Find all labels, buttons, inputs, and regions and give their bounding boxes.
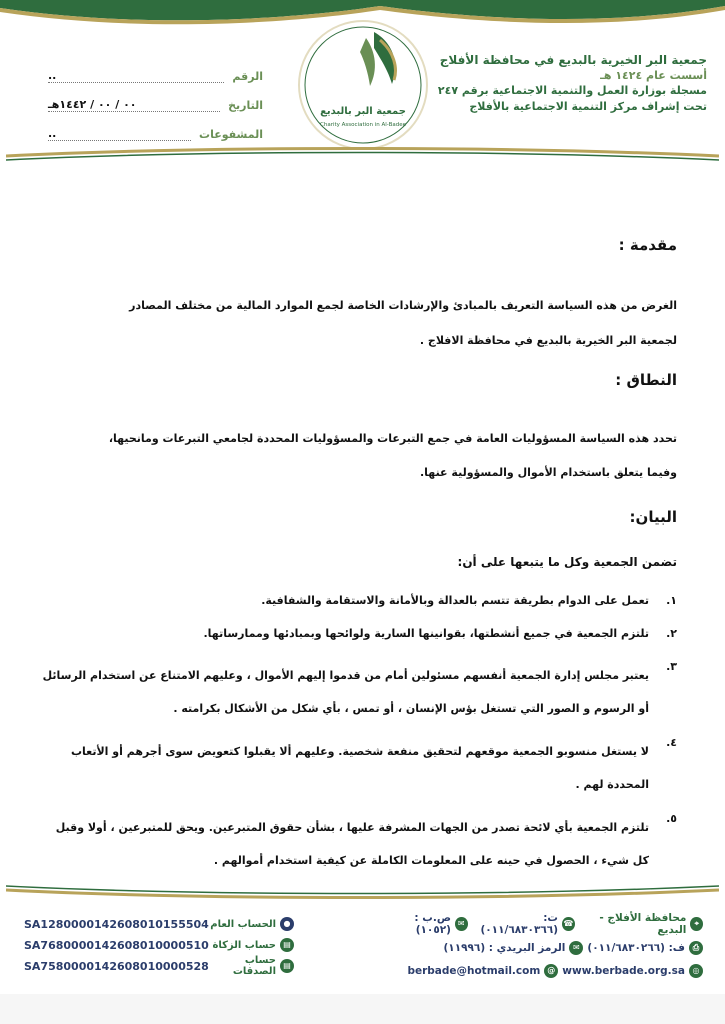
account-label: حساب الصدقات — [232, 955, 276, 977]
intro-heading: مقدمة : — [618, 236, 677, 254]
list-item-number: ٢. — [666, 627, 677, 640]
footer-divider — [6, 880, 719, 906]
association-logo — [296, 18, 431, 153]
reference-label: الرقم — [232, 70, 263, 83]
email-icon: @ — [544, 964, 558, 978]
account-label: الحساب العام — [210, 918, 276, 930]
scope-paragraph-line1: تحدد هذه السياسة المسؤوليات العامة في جمع التبرعات والمسؤوليات المحددة لجامعي التبرعات ومانحيها، — [108, 432, 677, 445]
bank-icon: ▤ — [280, 938, 294, 952]
list-item-number: ١. — [666, 594, 677, 607]
date-value: ٠٠ / ٠٠ / ١٤٤٢هـ — [48, 98, 220, 112]
mailbox-icon: ✉ — [455, 917, 468, 931]
phone-text: ت: (٠١١/٦٨٣٠٣٦٦) — [480, 912, 558, 936]
scope-paragraph-line2: وفيما يتعلق باستخدام الأموال والمسؤولية عنها. — [420, 466, 677, 479]
account-number: SA1280000142608010155504 — [24, 917, 209, 931]
bank-icon: ● — [280, 917, 294, 931]
list-item — [37, 659, 677, 725]
email-link[interactable]: berbade@hotmail.com — [407, 965, 541, 977]
attachments-row — [48, 112, 263, 141]
date-row — [48, 83, 263, 112]
account-number: SA7580000142608010000528 — [24, 959, 209, 973]
founded-year: أسست عام ١٤٢٤ هـ — [600, 69, 707, 82]
list-item-number: ٣. — [666, 660, 677, 673]
account-charity — [24, 957, 294, 975]
list-item — [37, 735, 677, 801]
account-number: SA7680000142608010000510 — [24, 938, 209, 952]
pobox-text: ص.ب : (١٠٥٢) — [414, 912, 451, 936]
list-item-text: تعمل على الدوام بطريقة تتسم بالعدالة وبالأمانة والاستقامة والشفافية. — [261, 594, 649, 607]
list-item-text: لا يستغل منسوبو الجمعية موقعهم لتحقيق منفعة شخصية. وعليهم ألا يقبلوا كتعويض سوى أجرهم أو الأتعاب المحددة لهم . — [70, 745, 649, 791]
list-item — [37, 811, 677, 877]
location-text: محافظة الأفلاج - البديع — [599, 912, 687, 936]
header-divider — [6, 142, 719, 166]
account-zakat — [24, 936, 294, 954]
attachments-label: المشفوعات — [199, 128, 263, 141]
bank-icon: ▤ — [280, 959, 294, 973]
website-link[interactable]: www.berbade.org.sa — [562, 965, 685, 977]
statement-heading: البيان: — [629, 508, 677, 526]
contact-row-3 — [383, 962, 703, 980]
organization-info — [407, 52, 707, 115]
globe-icon: ◎ — [689, 964, 703, 978]
list-item-number: ٥. — [666, 812, 677, 825]
list-item — [37, 593, 677, 609]
scope-heading: النطاق : — [615, 371, 677, 389]
logo-english-text: Charity Association in Al-Badee — [320, 122, 406, 128]
postal-code-text: الرمز البريدي : (١١٩٩٦) — [443, 942, 566, 954]
attachments-value: .. — [48, 127, 191, 141]
reference-row — [48, 54, 263, 83]
intro-paragraph-line1: الغرض من هذه السياسة التعريف بالمبادئ والإرشادات الخاصة لجمع الموارد المالية من مختلف المصادر — [129, 299, 677, 312]
reference-value: .. — [48, 69, 224, 83]
list-item-text: يعتبر مجلس إدارة الجمعية أنفسهم مسئولين أمام من قدموا إليهم الأموال ، وعليهم الامتناع عن استخدام الرسائل أو الرسوم و الصور التي تستغل بؤس الإنسان ، أو تمس ، بأي شكل من الأشكال بكرامته . — [42, 669, 649, 715]
statement-list — [37, 593, 677, 891]
fax-text: ف: (٠١١/٦٨٣٠٢٦٦) — [587, 942, 685, 954]
registration-number: مسجلة بوزارة العمل والتنمية الاجتماعية برقم ٢٤٧ — [437, 84, 707, 97]
fax-icon: ⎙ — [689, 941, 703, 955]
intro-paragraph-line2: لجمعية البر الخيرية بالبديع في محافظة الافلاج . — [419, 334, 677, 347]
page-bottom-margin — [0, 994, 725, 1024]
document-meta — [48, 54, 263, 141]
postal-icon: ✉ — [569, 941, 583, 955]
supervision-note: تحت إشراف مركز التنمية الاجتماعية بالأفلاج — [469, 100, 707, 113]
org-name: جمعية البر الخيرية بالبديع في محافظة الأفلاج — [439, 53, 707, 67]
contact-row-2 — [383, 939, 703, 957]
list-item — [37, 626, 677, 642]
location-icon: ⌖ — [690, 917, 703, 931]
list-item-number: ٤. — [666, 736, 677, 749]
phone-icon: ☎ — [562, 917, 575, 931]
logo-arabic-text: جمعية البر بالبديع — [320, 106, 406, 117]
date-label: التاريخ — [228, 99, 263, 112]
contact-row-1 — [383, 912, 703, 936]
list-item-text: تلتزم الجمعية بأي لائحة تصدر من الجهات المشرفة عليها ، بشأن حقوق المتبرعين. ويحق للمتبرعين ، أولا وقبل كل شيء ، الحصول في حينه على المعلومات الكاملة عن كيفية استخدام أموالهم . — [55, 821, 649, 867]
account-general — [24, 915, 294, 933]
list-item-text: تلتزم الجمعية في جميع أنشطتها، بقوانينها السارية ولوائحها وبمبادئها وممارساتها. — [203, 627, 649, 640]
statement-intro: تضمن الجمعية وكل ما يتبعها على أن: — [457, 555, 677, 569]
account-label: حساب الزكاة — [212, 939, 276, 951]
